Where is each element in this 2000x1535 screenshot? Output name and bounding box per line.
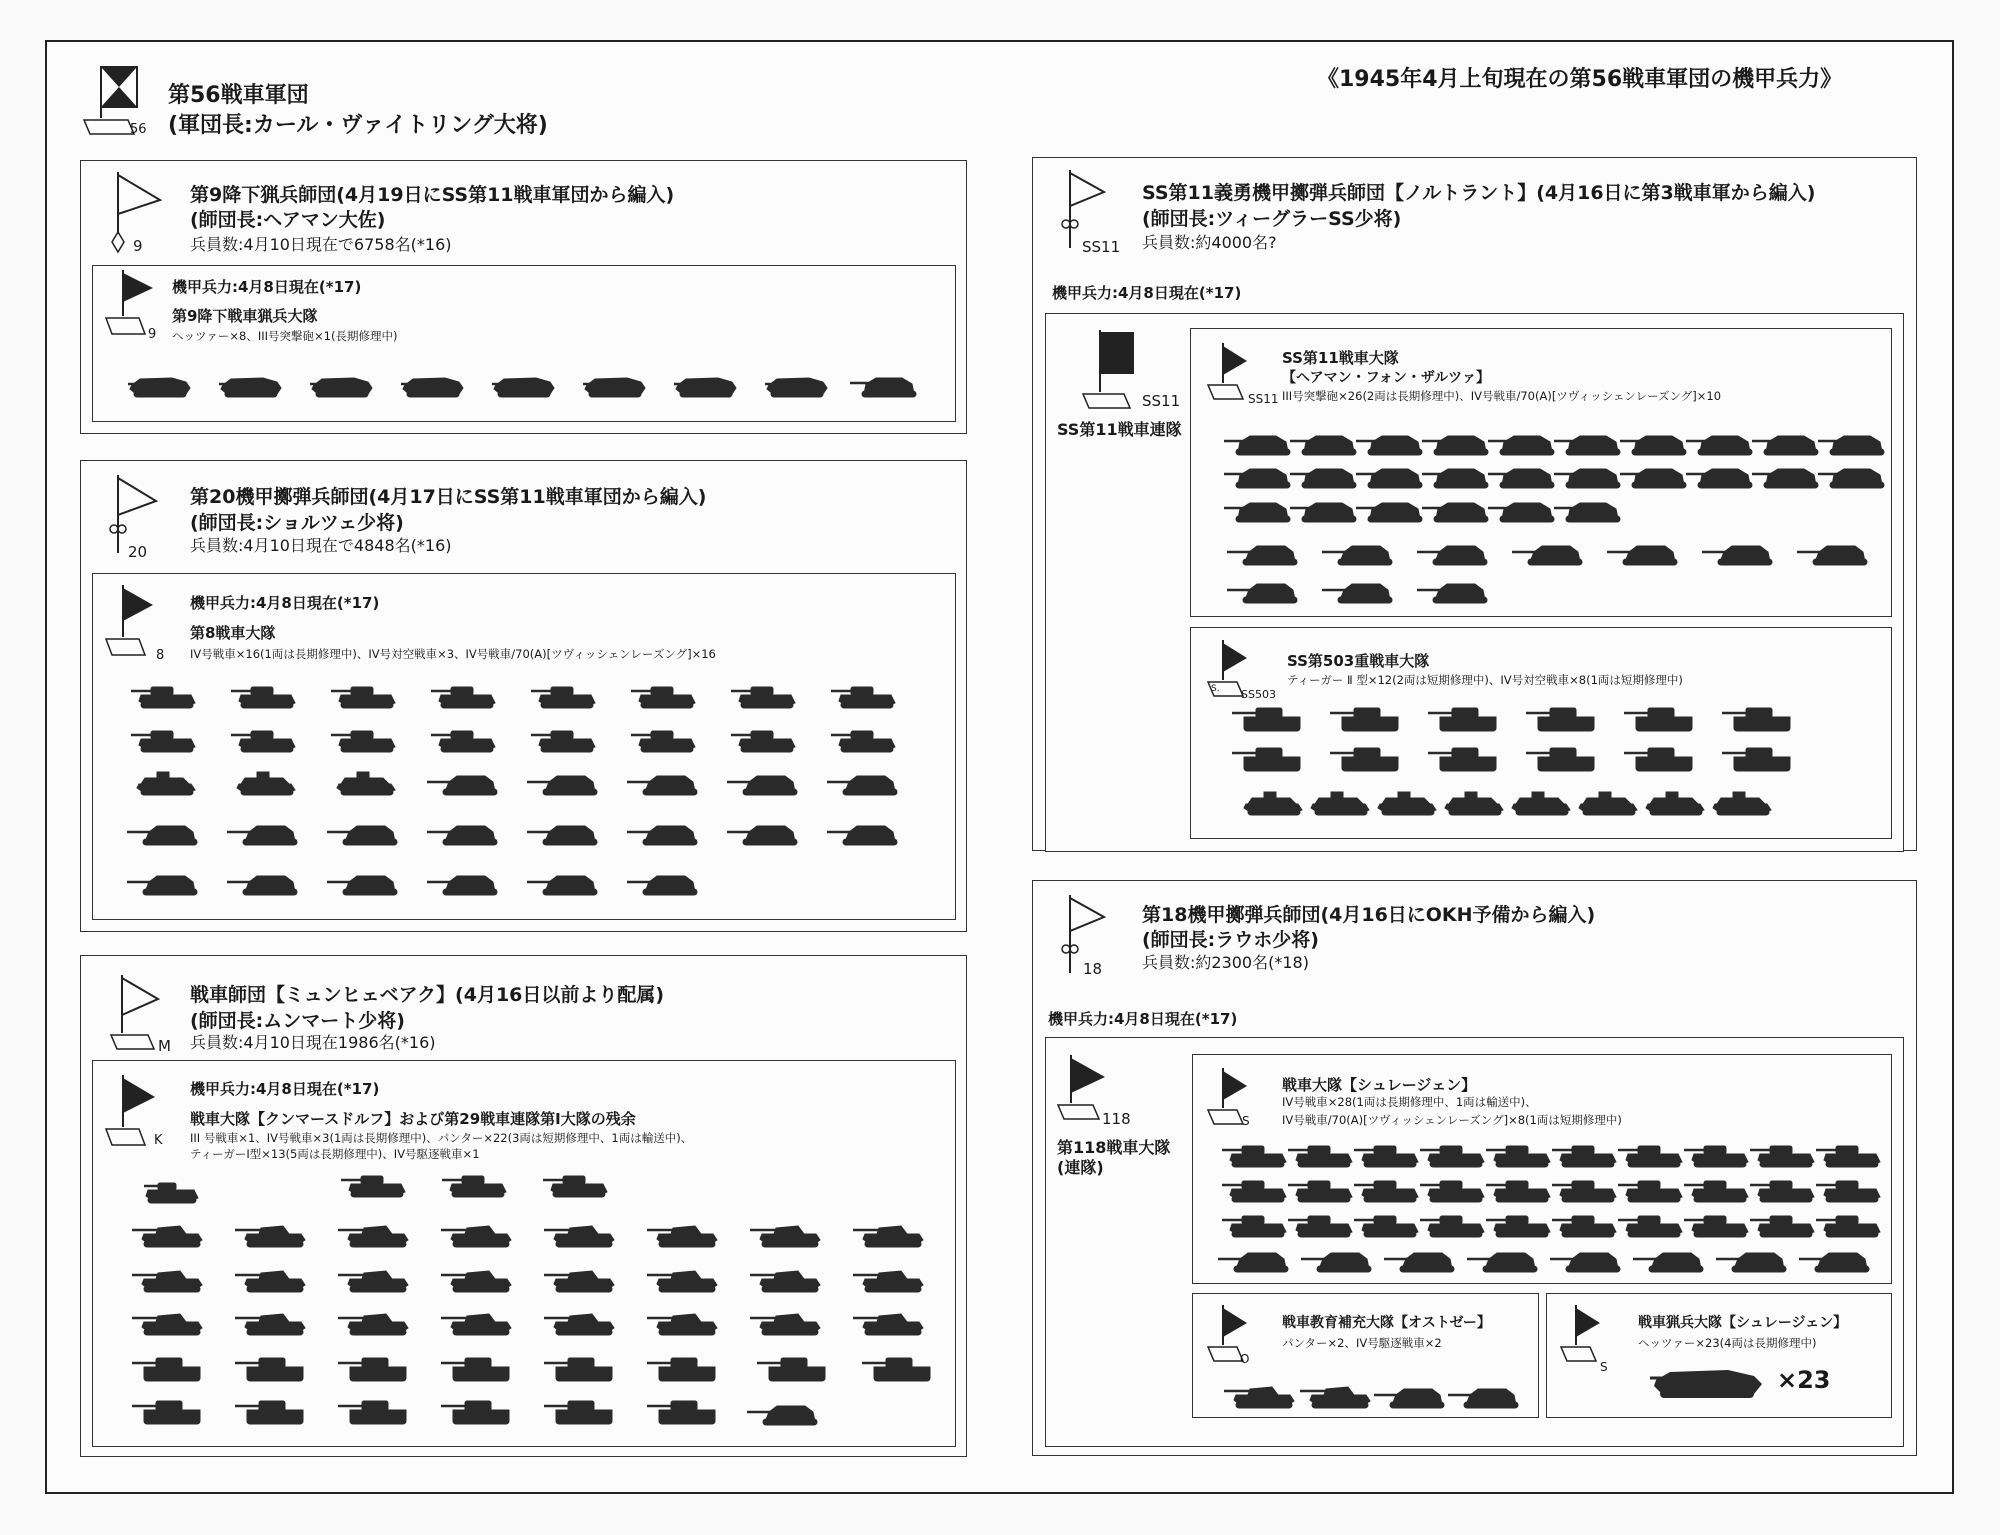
jpz-tank-icon — [425, 770, 499, 800]
hetzer-tank-icon — [482, 372, 556, 402]
tiger-tank-icon — [542, 1398, 616, 1428]
panther-tank-icon — [748, 1222, 822, 1252]
div20-unit-flag-icon — [103, 585, 163, 660]
pz4-tank-icon — [1348, 1212, 1422, 1242]
tiger-tank-icon — [336, 1355, 410, 1385]
jpz-tank-icon — [1605, 540, 1679, 570]
stug-tank-icon — [1220, 463, 1294, 493]
panther-tank-icon — [439, 1267, 513, 1297]
hetzer-tank-icon — [118, 372, 192, 402]
pz4-tank-icon — [1216, 1212, 1290, 1242]
div18-bn1-detail-1: IV号戦車×28(1両は長期修理中、1両は輸送中)、 — [1282, 1095, 1537, 1109]
stug-tank-icon — [1814, 430, 1888, 460]
tiger-tank-icon — [233, 1355, 307, 1385]
jpz-tank-icon — [1797, 1247, 1871, 1277]
king-tiger-tank-icon — [1230, 745, 1304, 775]
stug-tank-icon — [1220, 430, 1294, 460]
div18-bn3-flag-icon — [1558, 1305, 1618, 1370]
divm-commander: (師団長:ムンマート少将) — [190, 1010, 405, 1032]
pz4-tank-icon — [425, 683, 499, 713]
pz4-tank-icon — [1414, 1212, 1488, 1242]
flak-tank-icon — [1433, 790, 1507, 820]
jpz-tank-icon — [1382, 1247, 1456, 1277]
jpz-tank-icon — [1510, 540, 1584, 570]
flak-tank-icon — [1232, 790, 1306, 820]
tiger-tank-icon — [439, 1398, 513, 1428]
stug-tank-icon — [1682, 430, 1756, 460]
nordland-name: SS第11義勇機甲擲弾兵師団【ノルトラント】(4月16日に第3戦車軍から編入) — [1142, 182, 1816, 204]
nordland-strength: 兵員数:約4000名? — [1142, 233, 1277, 252]
pz4-tank-icon — [525, 683, 599, 713]
pz4-tank-icon — [1414, 1177, 1488, 1207]
div18-name: 第18機甲擲弾兵師団(4月16日にOKH予備から編入) — [1142, 904, 1596, 926]
jpz-tank-icon — [1446, 1383, 1520, 1413]
stug-tank-icon — [1418, 430, 1492, 460]
stug-tank-icon — [1418, 497, 1492, 527]
pz4-tank-icon — [1546, 1142, 1620, 1172]
divm-unit-number: K — [154, 1133, 163, 1148]
stug-tank-icon — [1352, 430, 1426, 460]
stug-tank-icon — [1286, 497, 1360, 527]
pz4-tank-icon — [125, 683, 199, 713]
div18-bn1-detail-2: IV号戦車/70(A)[ツヴィッシェンレーズング]×8(1両は短期修理中) — [1282, 1113, 1622, 1127]
panther-tank-icon — [1298, 1383, 1372, 1413]
stug-tank-icon — [846, 372, 920, 402]
pz4-tank-icon — [1678, 1177, 1752, 1207]
pz4-tank-icon — [625, 727, 699, 757]
div18-bn1-number: S — [1242, 1114, 1250, 1128]
jpz-tank-icon — [525, 870, 599, 900]
stug-tank-icon — [1748, 430, 1822, 460]
king-tiger-tank-icon — [1524, 745, 1598, 775]
panther-tank-icon — [851, 1267, 925, 1297]
king-tiger-tank-icon — [1622, 705, 1696, 735]
jpz-tank-icon — [525, 770, 599, 800]
stug-tank-icon — [1220, 497, 1294, 527]
div18-bn1-name: 戦車大隊【シュレージェン】 — [1282, 1076, 1477, 1094]
pz4-tank-icon — [325, 727, 399, 757]
nordland-armor-label: 機甲兵力:4月8日現在(*17) — [1052, 284, 1242, 302]
nordland-bn1-number: SS11 — [1248, 392, 1279, 406]
panther-tank-icon — [130, 1267, 204, 1297]
corps-name: 第56戦車軍団 — [168, 83, 309, 108]
stug-tank-icon — [1286, 463, 1360, 493]
jpz-tank-icon — [425, 870, 499, 900]
tiger-tank-icon — [860, 1355, 934, 1385]
div18-bn2-number: O — [1240, 1352, 1250, 1366]
flak-tank-icon — [1500, 790, 1574, 820]
jpz-tank-icon — [1415, 540, 1489, 570]
tiger-tank-icon — [439, 1355, 513, 1385]
jpz-tank-icon — [1372, 1383, 1446, 1413]
divm-unit-detail-2: ティーガーⅠ型×13(5両は長期修理中)、IV号駆逐戦車×1 — [190, 1147, 480, 1161]
panther-tank-icon — [130, 1310, 204, 1340]
panther-tank-icon — [336, 1310, 410, 1340]
div9-name: 第9降下猟兵師団(4月19日にSS第11戦車軍団から編入) — [190, 184, 675, 206]
pz4-tank-icon — [1744, 1177, 1818, 1207]
pz4-tank-icon — [1414, 1142, 1488, 1172]
stug-tank-icon — [1484, 430, 1558, 460]
pz4-tank-icon — [625, 683, 699, 713]
nordland-bn2-flag-letter: S. — [1211, 684, 1220, 694]
jpz-tank-icon — [325, 870, 399, 900]
king-tiger-tank-icon — [1720, 705, 1794, 735]
jpz-tank-icon — [325, 820, 399, 850]
jpz-tank-icon — [1631, 1247, 1705, 1277]
div9-strength: 兵員数:4月10日現在で6758名(*16) — [190, 235, 452, 254]
div18-symbol-number: 18 — [1083, 960, 1103, 978]
div20-unit-name: 第8戦車大隊 — [190, 624, 276, 642]
pz4-tank-icon — [1480, 1212, 1554, 1242]
pz4-tank-icon — [1282, 1177, 1356, 1207]
jpz-tank-icon — [1320, 578, 1394, 608]
tiger-tank-icon — [130, 1355, 204, 1385]
jpz-tank-icon — [525, 820, 599, 850]
pz4-tank-icon — [1480, 1177, 1554, 1207]
pz4-tank-icon — [125, 727, 199, 757]
hetzer-tank-icon — [300, 372, 374, 402]
pz4-tank-icon — [1348, 1177, 1422, 1207]
king-tiger-tank-icon — [1328, 705, 1402, 735]
divm-armor-label: 機甲兵力:4月8日現在(*17) — [190, 1080, 380, 1098]
pz4-tank-icon — [1546, 1177, 1620, 1207]
jpz-tank-icon — [1225, 540, 1299, 570]
nordland-bn1-detail: III号突撃砲×26(2両は長期修理中)、IV号戦車/70(A)[ツヴィッシェンレーズング]×10 — [1282, 389, 1722, 403]
stug-tank-icon — [1484, 497, 1558, 527]
king-tiger-tank-icon — [1328, 745, 1402, 775]
div20-armor-label: 機甲兵力:4月8日現在(*17) — [190, 594, 380, 612]
pz4-tank-icon — [1810, 1212, 1884, 1242]
stug-tank-icon — [1550, 463, 1624, 493]
divm-unit-name: 戦車大隊【クンマースドルフ】および第29戦車連隊第Ⅰ大隊の残余 — [190, 1110, 636, 1128]
tiger-tank-icon — [336, 1398, 410, 1428]
stug-tank-icon — [1352, 497, 1426, 527]
jpz-tank-icon — [1225, 578, 1299, 608]
div20-unit-number: 8 — [156, 648, 165, 663]
nordland-bn2-number: SS503 — [1241, 688, 1276, 701]
hetzer-tank-icon — [755, 372, 829, 402]
nordland-regiment-name: SS第11戦車連隊 — [1057, 420, 1182, 439]
king-tiger-tank-icon — [1426, 705, 1500, 735]
jpz-tank-icon — [825, 820, 899, 850]
pz4-tank-icon — [436, 1172, 510, 1202]
jpz-tank-icon — [1714, 1247, 1788, 1277]
panther-tank-icon — [439, 1222, 513, 1252]
div9-armor-label: 機甲兵力:4月8日現在(*17) — [172, 278, 362, 296]
pz4-tank-icon — [1810, 1177, 1884, 1207]
jpz-tank-icon — [1415, 578, 1489, 608]
jpz-tank-icon — [1299, 1247, 1373, 1277]
div18-bn2-flag-icon — [1205, 1305, 1265, 1370]
nordland-commander: (師団長:ツィーグラーSS少将) — [1142, 208, 1402, 230]
flak-tank-icon — [125, 770, 199, 800]
div18-regiment-number: 118 — [1102, 1110, 1131, 1128]
pz4-tank-icon — [1216, 1142, 1290, 1172]
stug-tank-icon — [1616, 463, 1690, 493]
panther-tank-icon — [336, 1267, 410, 1297]
pz4-tank-icon — [525, 727, 599, 757]
tiger-tank-icon — [645, 1355, 719, 1385]
jpz-tank-icon — [625, 820, 699, 850]
pz4-tank-icon — [1678, 1212, 1752, 1242]
panther-tank-icon — [1222, 1383, 1296, 1413]
panther-tank-icon — [233, 1222, 307, 1252]
nordland-symbol-number: SS11 — [1082, 238, 1121, 256]
flak-tank-icon — [1366, 790, 1440, 820]
stug-tank-icon — [1550, 430, 1624, 460]
panther-tank-icon — [851, 1222, 925, 1252]
pz4-tank-icon — [325, 683, 399, 713]
flak-tank-icon — [1701, 790, 1775, 820]
nordland-bn2-name: SS第503重戦車大隊 — [1287, 652, 1430, 670]
panther-tank-icon — [851, 1310, 925, 1340]
flak-tank-icon — [325, 770, 399, 800]
nordland-regiment-flag-icon — [1080, 330, 1150, 410]
panther-tank-icon — [748, 1310, 822, 1340]
jpz-tank-icon — [1320, 540, 1394, 570]
pz4-tank-icon — [1480, 1142, 1554, 1172]
stug-tank-icon — [1550, 497, 1624, 527]
div18-bn3-count: ×23 — [1777, 1366, 1831, 1394]
pz4-tank-icon — [335, 1172, 409, 1202]
jpz-tank-icon — [745, 1400, 819, 1430]
pz4-tank-icon — [825, 727, 899, 757]
pz4-tank-icon — [1810, 1142, 1884, 1172]
div18-regiment-name: 第118戦車大隊 — [1057, 1138, 1171, 1157]
jpz-tank-icon — [1795, 540, 1869, 570]
flak-tank-icon — [1567, 790, 1641, 820]
jpz-tank-icon — [1548, 1247, 1622, 1277]
jpz-tank-icon — [225, 820, 299, 850]
stug-tank-icon — [1484, 463, 1558, 493]
div20-unit-detail: IV号戦車×16(1両は長期修理中)、IV号対空戦車×3、IV号戦車/70(A)[ツヴィッシェンレーズング]×16 — [190, 647, 716, 661]
king-tiger-tank-icon — [1426, 745, 1500, 775]
king-tiger-tank-icon — [1622, 745, 1696, 775]
panther-tank-icon — [645, 1310, 719, 1340]
hetzer-large-icon — [1650, 1360, 1770, 1404]
pz4-tank-icon — [725, 683, 799, 713]
tiger-tank-icon — [130, 1398, 204, 1428]
jpz-tank-icon — [125, 820, 199, 850]
jpz-tank-icon — [125, 870, 199, 900]
stug-tank-icon — [1286, 430, 1360, 460]
pz4-tank-icon — [1282, 1142, 1356, 1172]
div18-bn2-detail: パンター×2、IV号駆逐戦車×2 — [1282, 1336, 1442, 1350]
panther-tank-icon — [439, 1310, 513, 1340]
pz4-tank-icon — [1744, 1142, 1818, 1172]
pz4-tank-icon — [1744, 1212, 1818, 1242]
pz4-tank-icon — [225, 727, 299, 757]
jpz-tank-icon — [725, 820, 799, 850]
divm-strength: 兵員数:4月10日現在1986名(*16) — [190, 1033, 436, 1052]
jpz-tank-icon — [625, 870, 699, 900]
panther-tank-icon — [542, 1267, 616, 1297]
div18-bn2-name: 戦車教育補充大隊【オストゼー】 — [1282, 1315, 1491, 1331]
div20-name: 第20機甲擲弾兵師団(4月17日にSS第11戦車軍団から編入) — [190, 486, 707, 508]
jpz-tank-icon — [1216, 1247, 1290, 1277]
jpz-tank-icon — [825, 770, 899, 800]
panther-tank-icon — [233, 1267, 307, 1297]
pz4-tank-icon — [1678, 1142, 1752, 1172]
stug-tank-icon — [1748, 463, 1822, 493]
div20-commander: (師団長:ショルツェ少将) — [190, 512, 404, 534]
div20-strength: 兵員数:4月10日現在で4848名(*16) — [190, 536, 452, 555]
jpz-tank-icon — [1700, 540, 1774, 570]
div18-regiment-name-sub: (連隊) — [1057, 1158, 1104, 1177]
nordland-regiment-number: SS11 — [1142, 392, 1181, 410]
pz4-tank-icon — [1546, 1212, 1620, 1242]
div18-commander: (師団長:ラウホ少将) — [1142, 929, 1319, 951]
stug-tank-icon — [1418, 463, 1492, 493]
tiger-tank-icon — [542, 1355, 616, 1385]
pz3-tank-icon — [130, 1178, 204, 1208]
jpz-tank-icon — [725, 770, 799, 800]
pz4-tank-icon — [1612, 1177, 1686, 1207]
tiger-tank-icon — [645, 1398, 719, 1428]
pz4-tank-icon — [1216, 1177, 1290, 1207]
pz4-tank-icon — [725, 727, 799, 757]
hetzer-tank-icon — [664, 372, 738, 402]
king-tiger-tank-icon — [1524, 705, 1598, 735]
div9-symbol-number: 9 — [133, 237, 143, 255]
panther-tank-icon — [233, 1310, 307, 1340]
panther-tank-icon — [645, 1222, 719, 1252]
div9-unit-name: 第9降下戦車猟兵大隊 — [172, 307, 318, 325]
stug-tank-icon — [1352, 463, 1426, 493]
nordland-bn2-detail: ティーガー Ⅱ 型×12(2両は短期修理中)、IV号対空戦車×8(1両は短期修理中) — [1287, 673, 1683, 687]
div9-unit-number: 9 — [148, 327, 157, 342]
div9-commander: (師団長:ヘアマン大佐) — [190, 209, 386, 231]
jpz-tank-icon — [425, 820, 499, 850]
div18-bn3-number: S — [1600, 1360, 1608, 1374]
nordland-bn1-subname: 【ヘアマン・フォン・ザルツァ】 — [1282, 370, 1491, 386]
stug-tank-icon — [1682, 463, 1756, 493]
pz4-tank-icon — [1612, 1142, 1686, 1172]
panther-tank-icon — [336, 1222, 410, 1252]
panther-tank-icon — [542, 1310, 616, 1340]
nordland-bn1-name: SS第11戦車大隊 — [1282, 349, 1399, 367]
divm-name: 戦車師団【ミュンヒェベアク】(4月16日以前より配属) — [190, 984, 665, 1006]
panther-tank-icon — [130, 1222, 204, 1252]
corps-commander: (軍団長:カール・ヴァイトリング大将) — [168, 113, 548, 138]
pz4-tank-icon — [425, 727, 499, 757]
panther-tank-icon — [748, 1267, 822, 1297]
pz4-tank-icon — [537, 1172, 611, 1202]
pz4-tank-icon — [1348, 1142, 1422, 1172]
king-tiger-tank-icon — [1720, 745, 1794, 775]
flak-tank-icon — [1634, 790, 1708, 820]
jpz-tank-icon — [625, 770, 699, 800]
hetzer-tank-icon — [391, 372, 465, 402]
div20-symbol-number: 20 — [128, 543, 148, 561]
stug-tank-icon — [1814, 463, 1888, 493]
panther-tank-icon — [645, 1267, 719, 1297]
panther-tank-icon — [542, 1222, 616, 1252]
flak-tank-icon — [1299, 790, 1373, 820]
divm-unit-detail-1: III 号戦車×1、IV号戦車×3(1両は長期修理中)、パンター×22(3両は短期修理中、1両は輸送中)、 — [190, 1131, 693, 1145]
jpz-tank-icon — [225, 870, 299, 900]
tiger-tank-icon — [233, 1398, 307, 1428]
hetzer-tank-icon — [573, 372, 647, 402]
div18-bn3-detail: ヘッツァー×23(4両は長期修理中) — [1638, 1336, 1817, 1350]
page-title: 《1945年4月上旬現在の第56戦車軍団の機甲兵力》 — [1317, 67, 1843, 92]
hetzer-tank-icon — [209, 372, 283, 402]
div9-unit-detail: ヘッツァー×8、III号突撃砲×1(長期修理中) — [172, 329, 398, 343]
pz4-tank-icon — [1612, 1212, 1686, 1242]
king-tiger-tank-icon — [1230, 705, 1304, 735]
pz4-tank-icon — [825, 683, 899, 713]
div18-strength: 兵員数:約2300名(*18) — [1142, 953, 1309, 972]
stug-tank-icon — [1616, 430, 1690, 460]
div18-armor-label: 機甲兵力:4月8日現在(*17) — [1048, 1010, 1238, 1028]
jpz-tank-icon — [1465, 1247, 1539, 1277]
pz4-tank-icon — [1282, 1212, 1356, 1242]
pz4-tank-icon — [225, 683, 299, 713]
div18-bn1-flag-icon — [1205, 1068, 1265, 1133]
div18-bn3-name: 戦車猟兵大隊【シュレージェン】 — [1638, 1315, 1848, 1331]
divm-symbol-number: M — [158, 1037, 171, 1055]
corps-symbol-number: 56 — [130, 122, 147, 137]
flak-tank-icon — [225, 770, 299, 800]
tiger-tank-icon — [755, 1355, 829, 1385]
